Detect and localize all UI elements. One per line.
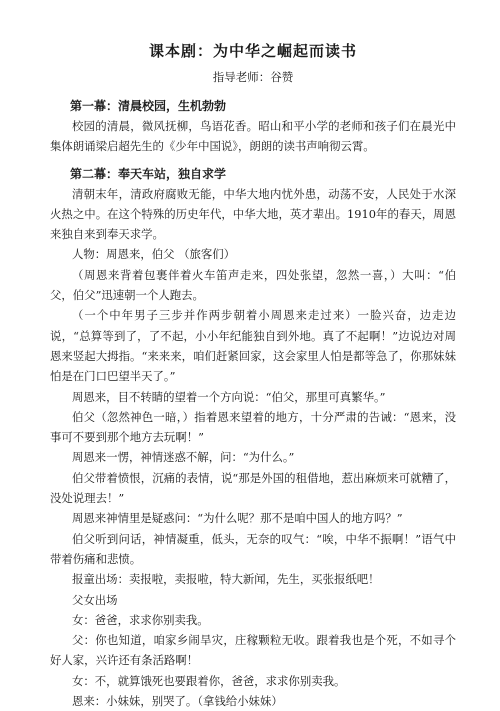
act2-paragraph: （一个中年男子三步并作两步朝着小周恩来走过来）一脸兴奋，边走边说，“总算等到了，了不起，小小年纪能独自到外地。真了不起啊！”边说边对周恩来竖起大拇指。“来来来，咱们赶紧回家，这会家里人怕是都等急了，你那妹妹怕是在门口巴望半天了。” (50, 308, 456, 384)
section-gap (50, 157, 456, 165)
act2-paragraph: 伯父带着愤恨，沉痛的表情，说“那是外国的租借地，惹出麻烦来可就糟了，没处说理去！” (50, 470, 456, 506)
act2-paragraph: 周恩来，目不转睛的望着一个方向说：“伯父，那里可真繁华。” (72, 389, 386, 404)
act2-heading: 第二幕：奉天车站，独自求学 (70, 166, 227, 181)
act2-paragraph: 伯父（忽然神色一暗，）指着恩来望着的地方，十分严肃的告诫：“恩来，没事可不要到那个地方去玩啊！” (50, 409, 456, 445)
act1-heading: 第一幕：清晨校园，生机勃勃 (70, 99, 227, 113)
act2-paragraph: （周恩来背着包裹伴着火车笛声走来，四处张望，忽然一喜，）大叫：“伯父，伯父”迅速朝一个人跑去。 (50, 267, 456, 303)
act2-paragraph: 人物：周恩来，伯父 （旅客们） (72, 247, 236, 262)
act2-paragraph: 女：不，就算饿死也要跟着你，爸爸，求求你别卖我。 (72, 673, 346, 688)
act1-paragraph: 校园的清晨，微风抚柳，鸟语花香。昭山和平小学的老师和孩子们在晨光中集体朗诵梁启超先生的《少年中国说》，朗朗的读书声响彻云霄。 (50, 119, 456, 154)
act2-paragraph: 报童出场：卖报啦，卖报啦，特大新闻，先生，买张报纸吧！ (72, 572, 380, 587)
act2-paragraph: 周恩来一愣，神情迷惑不解，问：“为什么。” (72, 450, 295, 465)
instructor-line: 指导老师：谷赞 (212, 70, 294, 84)
act2-paragraph: 女：爸爸，求求你别卖我。 (72, 612, 209, 627)
act2-paragraph: 伯父听到问话，神情凝重，低头，无奈的叹气：“唉，中华不振啊！”语气中带着伤痛和悲愤。 (50, 531, 456, 566)
act2-paragraph: 父：你也知道，咱家乡闹旱灾，庄稼颗粒无收。跟着我也是个死，不如寻个好人家，兴许还有条活路啊！ (50, 633, 456, 668)
act2-paragraph: 周恩来神情里是疑惑问：“为什么呢？那不是咱中国人的地方吗？” (72, 511, 403, 526)
document-title: 课本剧：为中华之崛起而读书 (148, 42, 357, 60)
act2-paragraph: 恩来：小妹妹，别哭了。（拿钱给小妹妹） (72, 694, 283, 709)
act2-paragraph: 父女出场 (72, 592, 118, 607)
act2-paragraph: 清朝末年，清政府腐败无能，中华大地内忧外患，动荡不安，人民处于水深火热之中。在这个特殊的历史年代，中华大地，英才辈出。1910年的春天，周恩来独自来到奉天求学。 (50, 186, 456, 242)
